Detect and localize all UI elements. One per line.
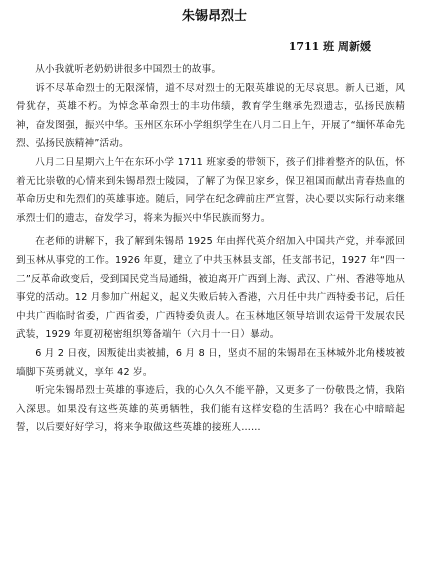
author-byline: 1711 班 周新媛 — [288, 40, 371, 53]
paragraph-activity: 诉不尽革命烈士的无限深情，道不尽对烈士的无限英雄说的无尽哀思。新人已逝，风骨犹存，英雄不朽。为悼念革命烈士的丰功伟绩，教育学生继承先烈遗志，弘扬民族精神，奋发图强，振兴中华。玉州区东环小学组织学生在八月二日上午，开展了“缅怀革命先烈、弘扬民族精神”活动。 — [16, 82, 405, 150]
paragraph-sacrifice: 6 月 2 日夜，因叛徒出卖被捕，6 月 8 日，坚贞不屈的朱锡昂在玉林城外北角楼坡被墙脚下英勇就义，享年 42 岁。 — [16, 347, 405, 378]
document-title: 朱锡昂烈士 — [181, 9, 247, 24]
paragraph-intro: 从小我就听老奶奶讲很多中国烈士的故事。 — [35, 64, 222, 75]
paragraph-cemetery-visit: 八月二日星期六上午在东环小学 1711 班家委的带领下，孩子们排着整齐的队伍，怀着无比崇敬的心情来到朱锡昂烈士陵园，了解了为保卫家乡，保卫祖国而献出青春热血的革命历史和先烈们的英雄事迹。随后，同学在纪念碑前庄严宣誓，决心要以实际行动来继承烈士们的遗志，奋发学习，将来为振兴中华民族而努力。 — [16, 156, 405, 224]
paragraph-biography: 在老师的讲解下，我了解到朱锡昂 1925 年由挥代英介绍加入中国共产党，并奉派回到玉林从事党的工作。1926 年夏，建立了中共玉林县支部，任支部书记，1927 年“四一二”反革命政变后，受到国民党当局通缉，被迫离开广西到上海、武汉、广州、香港等地从事党的活动。12 月参加广州起义，起义失败后转入香港，六月任中共广西特委书记，后任中共广西临时省委，广西省委，广西特委负责人。在玉林地区领导培训农运骨干发展农民武装，1929 年夏初秘密组织筹备端午（六月十一日）暴动。 — [16, 236, 405, 341]
paragraph-reflection: 听完朱锡昂烈士英雄的事迹后，我的心久久不能平静，又更多了一份敬畏之情，我陷入深思。如果没有这些英雄的英勇牺牲，我们能有这样安稳的生活吗？我在心中暗暗起誓，以后要好好学习，将来争取做这些英雄的接班人…… — [16, 385, 405, 434]
